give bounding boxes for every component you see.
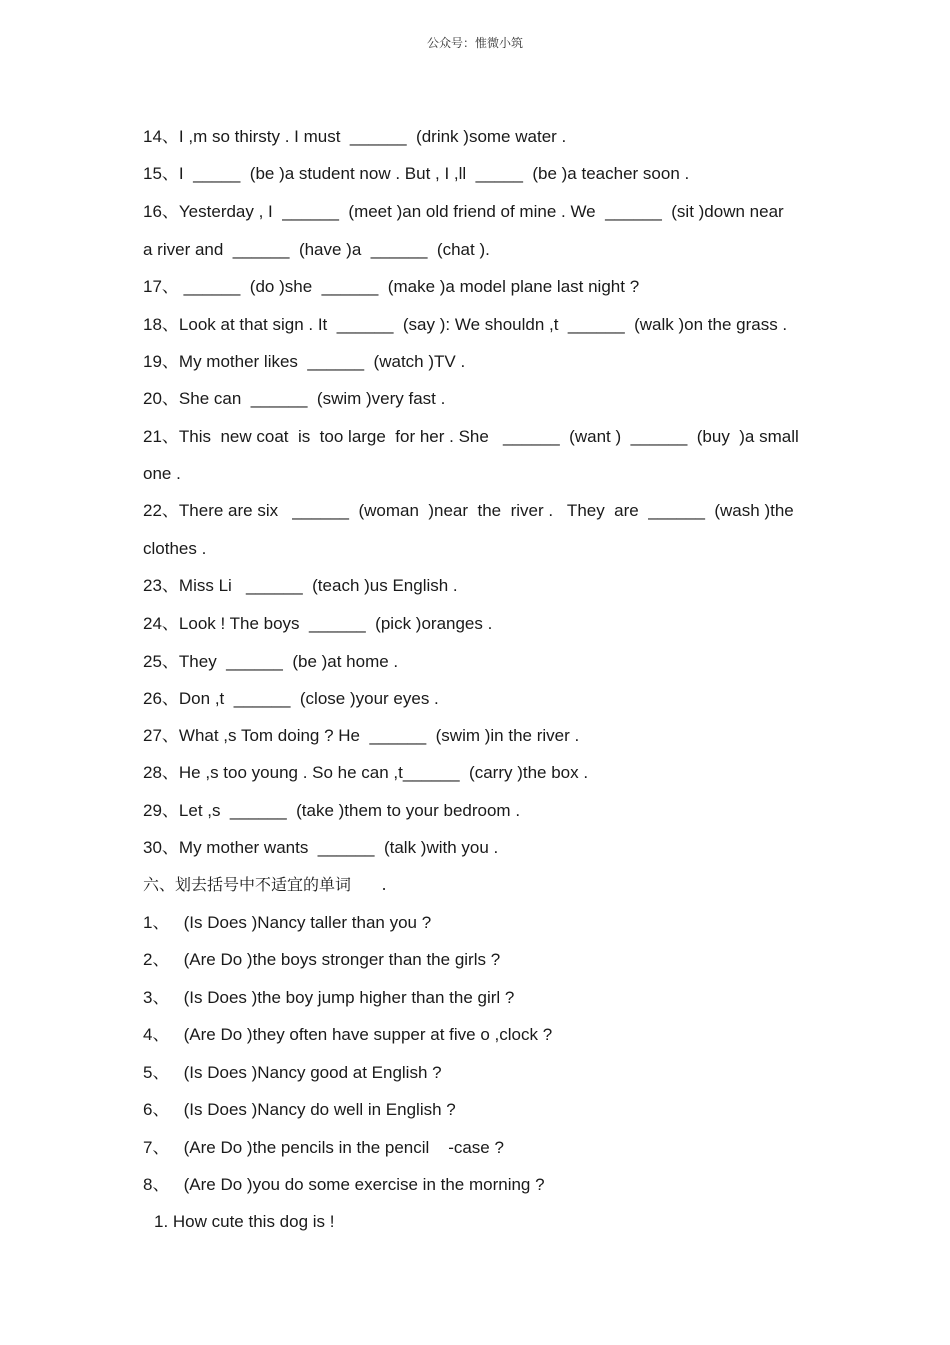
question-15: 15、I _____ (be )a student now . But , I ,ll _____ (be )a teacher soon . [143,164,690,183]
question-30: 30、My mother wants ______ (talk )with you . [143,838,499,857]
question-26: 26、Don ,t ______ (close )your eyes . [143,689,439,708]
question-17: 17、 ______ (do )she ______ (make )a model plane last night ? [143,277,640,296]
section-6-question-2: 2、 (Are Do )the boys stronger than the girls ? [143,950,501,969]
question-14: 14、I ,m so thirsty . I must ______ (drink )some water . [143,127,567,146]
question-18: 18、Look at that sign . It ______ (say ): We shouldn ,t ______ (walk )on the grass . [143,315,788,334]
question-23: 23、Miss Li ______ (teach )us English . [143,576,458,595]
section-6-question-1: 1、 (Is Does )Nancy taller than you ? [143,913,432,932]
trailing-sentence: 1. How cute this dog is ! [154,1212,335,1231]
question-24: 24、Look ! The boys ______ (pick )oranges . [143,614,493,633]
question-19: 19、My mother likes ______ (watch )TV . [143,352,466,371]
question-28: 28、He ,s too young . So he can ,t______ (carry )the box . [143,763,589,782]
page-header: 公众号：惟微小筑 [426,36,523,50]
section-6-question-5: 5、 (Is Does )Nancy good at English ? [143,1063,442,1082]
question-20: 20、She can ______ (swim )very fast . [143,389,446,408]
section-6-title: 六、划去括号中不适宜的单词 . [143,875,387,894]
section-6-question-4: 4、 (Are Do )they often have supper at five o ,clock ? [143,1025,553,1044]
question-27: 27、What ,s Tom doing ? He ______ (swim )in the river . [143,726,580,745]
question-21: 21、This new coat is too large for her . She ______ (want ) ______ (buy )a small [143,427,799,446]
question-16-continued: a river and ______ (have )a ______ (chat ). [143,240,490,259]
question-22: 22、There are six ______ (woman )near the river . They are ______ (wash )the [143,501,794,520]
section-6-question-7: 7、 (Are Do )the pencils in the pencil -case ? [143,1138,504,1157]
question-22-continued: clothes . [143,539,207,558]
question-25: 25、They ______ (be )at home . [143,652,399,671]
question-16: 16、Yesterday , I ______ (meet )an old friend of mine . We ______ (sit )down near [143,202,784,221]
question-29: 29、Let ,s ______ (take )them to your bedroom . [143,801,521,820]
section-6-question-8: 8、 (Are Do )you do some exercise in the morning ? [143,1175,545,1194]
section-6-question-3: 3、 (Is Does )the boy jump higher than the girl ? [143,988,515,1007]
section-6-question-6: 6、 (Is Does )Nancy do well in English ? [143,1100,456,1119]
question-21-continued: one . [143,464,181,483]
